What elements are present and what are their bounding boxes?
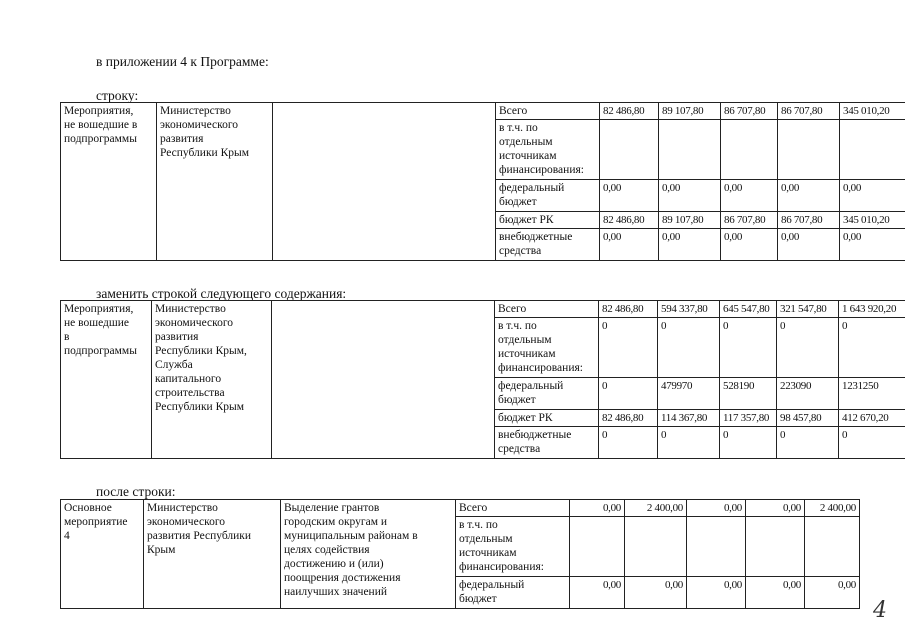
- value-cell: 645 547,80: [720, 301, 777, 318]
- value-cell: 82 486,80: [600, 103, 659, 120]
- value-cell: 117 357,80: [720, 410, 777, 427]
- value-cell: [721, 120, 778, 180]
- page-number: 4: [873, 598, 887, 623]
- value-cell: 0,00: [659, 180, 721, 212]
- section2-heading: заменить строкой следующего содержания:: [96, 286, 347, 301]
- value-cell: 0,00: [840, 229, 905, 261]
- executor-cell: Министерство экономического развития Республики Крым, Служба капитального строительства Республики Крым: [152, 301, 272, 459]
- value-cell: 86 707,80: [778, 103, 840, 120]
- row-label: бюджет РК: [496, 212, 600, 229]
- value-cell: 479970: [658, 378, 720, 410]
- value-cell: 345 010,20: [840, 103, 905, 120]
- value-cell: 0,00: [600, 180, 659, 212]
- value-cell: 0,00: [721, 180, 778, 212]
- value-cell: 321 547,80: [777, 301, 839, 318]
- row-label: Всего: [495, 301, 599, 318]
- value-cell: 1 643 920,20: [839, 301, 905, 318]
- value-cell: 114 367,80: [658, 410, 720, 427]
- value-cell: 412 670,20: [839, 410, 905, 427]
- value-cell: 0,00: [570, 577, 625, 609]
- row-label: Всего: [496, 103, 600, 120]
- value-cell: [625, 517, 687, 577]
- value-cell: 1231250: [839, 378, 905, 410]
- value-cell: 86 707,80: [778, 212, 840, 229]
- value-cell: [778, 120, 840, 180]
- value-cell: 86 707,80: [721, 103, 778, 120]
- value-cell: 0,00: [687, 500, 746, 517]
- value-cell: 0: [720, 318, 777, 378]
- description-cell: [273, 103, 496, 261]
- section3-heading: после строки:: [96, 484, 176, 499]
- row-label: внебюджетные средства: [496, 229, 600, 261]
- value-cell: 0,00: [746, 500, 805, 517]
- value-cell: 0,00: [746, 577, 805, 609]
- value-cell: 0,00: [778, 180, 840, 212]
- value-cell: 0,00: [687, 577, 746, 609]
- value-cell: 594 337,80: [658, 301, 720, 318]
- intro-line: в приложении 4 к Программе:: [96, 54, 269, 69]
- value-cell: 89 107,80: [659, 103, 721, 120]
- value-cell: 82 486,80: [599, 410, 658, 427]
- value-cell: [840, 120, 905, 180]
- row-label: внебюджетные средства: [495, 427, 599, 459]
- value-cell: 528190: [720, 378, 777, 410]
- value-cell: 2 400,00: [805, 500, 860, 517]
- value-cell: 2 400,00: [625, 500, 687, 517]
- value-cell: [805, 517, 860, 577]
- table-original-row: [60, 102, 905, 261]
- value-cell: 82 486,80: [599, 301, 658, 318]
- value-cell: 0: [658, 318, 720, 378]
- value-cell: [570, 517, 625, 577]
- value-cell: [659, 120, 721, 180]
- table-after-row: [60, 499, 860, 609]
- row-label: федеральный бюджет: [495, 378, 599, 410]
- value-cell: 0,00: [659, 229, 721, 261]
- value-cell: [600, 120, 659, 180]
- measure-cell: Мероприятия, не вошедшие в подпрограммы: [61, 301, 152, 459]
- value-cell: 0: [599, 318, 658, 378]
- executor-cell: Министерство экономического развития Республики Крым: [157, 103, 273, 261]
- value-cell: 0: [839, 427, 905, 459]
- value-cell: 98 457,80: [777, 410, 839, 427]
- value-cell: 223090: [777, 378, 839, 410]
- row-label: в т.ч. по отдельным источникам финансирования:: [495, 318, 599, 378]
- row-label: в т.ч. по отдельным источникам финансирования:: [456, 517, 570, 577]
- value-cell: 0: [777, 318, 839, 378]
- value-cell: 0,00: [840, 180, 905, 212]
- value-cell: 89 107,80: [659, 212, 721, 229]
- row-label: федеральный бюджет: [496, 180, 600, 212]
- value-cell: 0: [720, 427, 777, 459]
- value-cell: [746, 517, 805, 577]
- value-cell: 0,00: [778, 229, 840, 261]
- executor-cell: Министерство экономического развития Республики Крым: [144, 500, 281, 609]
- row-label: бюджет РК: [495, 410, 599, 427]
- row-label: федеральный бюджет: [456, 577, 570, 609]
- measure-cell: Основное мероприятие 4: [61, 500, 144, 609]
- value-cell: 0,00: [600, 229, 659, 261]
- row-label: Всего: [456, 500, 570, 517]
- value-cell: [687, 517, 746, 577]
- value-cell: 0,00: [721, 229, 778, 261]
- value-cell: 345 010,20: [840, 212, 905, 229]
- value-cell: 0,00: [805, 577, 860, 609]
- value-cell: 0: [839, 318, 905, 378]
- value-cell: 0: [599, 427, 658, 459]
- value-cell: 0,00: [570, 500, 625, 517]
- row-label: в т.ч. по отдельным источникам финансирования:: [496, 120, 600, 180]
- value-cell: 0: [599, 378, 658, 410]
- section1-heading: строку:: [96, 88, 139, 103]
- table-replacement-row: [60, 300, 905, 459]
- description-cell: [272, 301, 495, 459]
- value-cell: 0: [658, 427, 720, 459]
- value-cell: 0,00: [625, 577, 687, 609]
- description-cell: Выделение грантов городским округам и муниципальным районам в целях содействия достижению и (или) поощрения достижения наилучших значений: [281, 500, 456, 609]
- measure-cell: Мероприятия, не вошедшие в подпрограммы: [61, 103, 157, 261]
- value-cell: 82 486,80: [600, 212, 659, 229]
- value-cell: 0: [777, 427, 839, 459]
- value-cell: 86 707,80: [721, 212, 778, 229]
